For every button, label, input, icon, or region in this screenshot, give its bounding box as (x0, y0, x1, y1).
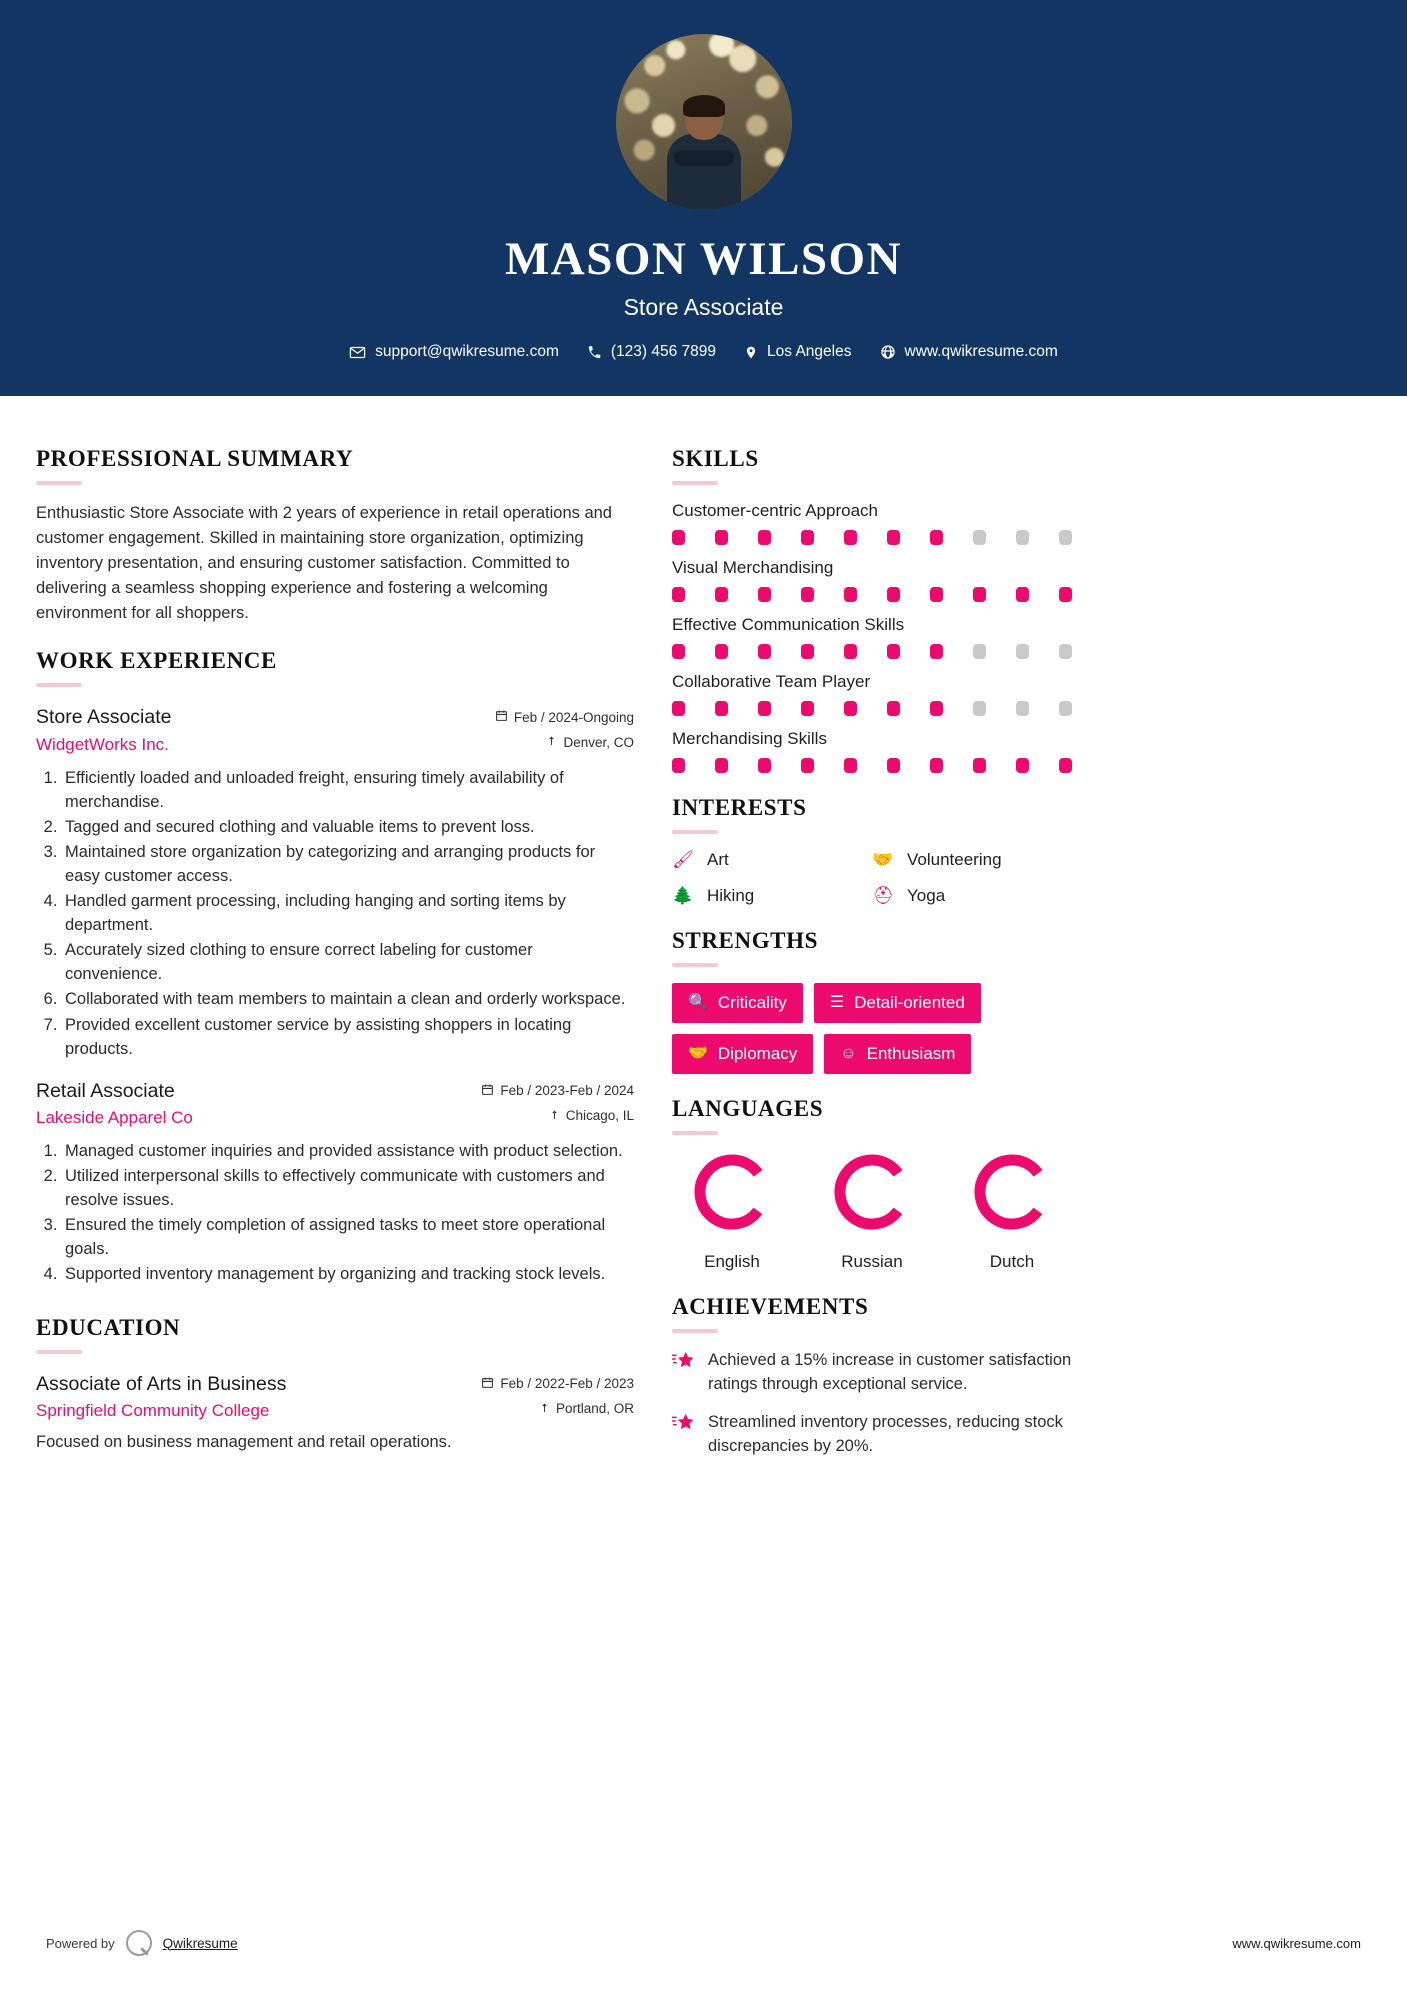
skill-dot-filled (844, 587, 857, 602)
job-bullet: 4. Handled garment processing, including hanging and sorting items by department. (62, 889, 634, 937)
section-title-languages: LANGUAGES (672, 1096, 824, 1121)
location-pin-icon (744, 344, 758, 361)
section-education (36, 1315, 634, 1455)
skill-dot-filled (715, 587, 728, 602)
tree-icon: 🌲 (672, 886, 694, 905)
left-column (36, 396, 634, 1473)
magnifier-icon: 🔍 (688, 994, 708, 1011)
page-footer (0, 1930, 1407, 1956)
interest-label: Hiking (707, 886, 755, 905)
education-meta (481, 1372, 634, 1417)
skill-dot-filled (844, 530, 857, 545)
envelope-icon (349, 344, 366, 361)
achievement-text: Achieved a 15% increase in customer satisfaction ratings through exceptional service. (708, 1351, 1072, 1393)
section-title-strengths: STRENGTHS (672, 928, 819, 953)
strength-badge[interactable] (672, 1034, 813, 1074)
pin-icon (539, 1401, 550, 1417)
skill-name: Effective Communication Skills (672, 615, 905, 634)
list-icon: ☰ (829, 994, 845, 1011)
language-item (672, 1151, 792, 1272)
skill-dot-empty (973, 701, 986, 716)
section-title-interests: INTERESTS (672, 795, 807, 820)
section-title-skills: SKILLS (672, 446, 759, 471)
skill-row (672, 729, 1072, 773)
language-progress-ring (831, 1151, 913, 1233)
job-title: Retail Associate (36, 1079, 175, 1102)
skill-dot-filled (887, 758, 900, 773)
candidate-role: Store Associate (623, 294, 784, 320)
strength-label: Enthusiasm (866, 1044, 956, 1063)
section-title-achievements: ACHIEVEMENTS (672, 1294, 869, 1319)
skill-dot-filled (1016, 758, 1029, 773)
skill-rating-dots (672, 530, 1072, 545)
language-label: English (704, 1252, 760, 1271)
skill-dot-filled (887, 530, 900, 545)
skill-dot-filled (801, 530, 814, 545)
language-label: Russian (841, 1252, 903, 1271)
skill-dot-filled (672, 644, 685, 659)
achievement-item (672, 1411, 1072, 1459)
shooting-star-icon (672, 1349, 694, 1378)
job-bullet: 3. Maintained store organization by categorizing and arranging products for easy customer access. (62, 840, 634, 888)
interest-label: Volunteering (907, 850, 1002, 869)
skill-dot-filled (1016, 587, 1029, 602)
section-work-experience (36, 648, 634, 1286)
skill-dot-filled (801, 758, 814, 773)
globe-icon (880, 344, 896, 360)
section-title-education: EDUCATION (36, 1314, 181, 1340)
section-rule (36, 1350, 82, 1354)
section-achievements (672, 1294, 1072, 1459)
education-location: Portland, OR (555, 1401, 634, 1417)
skill-dot-filled (844, 644, 857, 659)
footer-url[interactable]: www.qwikresume.com (1232, 1935, 1361, 1951)
education-date: Feb / 2022-Feb / 2023 (500, 1376, 634, 1392)
skill-dot-filled (1059, 587, 1072, 602)
skill-dot-empty (973, 644, 986, 659)
interest-label: Art (707, 850, 729, 869)
qwikresume-logo-icon (126, 1930, 152, 1956)
section-title-summary: PROFESSIONAL SUMMARY (36, 446, 354, 471)
skill-rating-dots (672, 587, 1072, 602)
resume-header (0, 0, 1407, 396)
skill-dot-filled (758, 701, 771, 716)
achievements-list (672, 1349, 1072, 1459)
interest-item (672, 850, 872, 870)
skill-dot-filled (801, 701, 814, 716)
language-label: Dutch (989, 1252, 1035, 1271)
avatar-hair (683, 95, 725, 117)
job-bullet: 1. Managed customer inquiries and provided assistance with product selection. (62, 1139, 634, 1163)
education-entry (36, 1372, 634, 1455)
skill-row (672, 501, 1072, 545)
job-date: Feb / 2024-Ongoing (513, 709, 634, 725)
job-bullet: 3. Ensured the timely completion of assigned tasks to meet store operational goals. (62, 1213, 634, 1261)
contact-bar (0, 343, 1407, 361)
skill-dot-empty (973, 530, 986, 545)
strength-badge[interactable] (672, 983, 803, 1023)
skill-dot-filled (1059, 758, 1072, 773)
smiley-icon: ☺ (840, 1045, 857, 1062)
skill-dot-filled (973, 587, 986, 602)
powered-by-label: Powered by (46, 1935, 115, 1951)
skill-dot-empty (1059, 701, 1072, 716)
degree-title: Associate of Arts in Business (36, 1372, 287, 1395)
job-bullet: 6. Collaborated with team members to maintain a clean and orderly workspace. (62, 987, 634, 1011)
skill-dot-empty (1059, 530, 1072, 545)
skill-dot-filled (930, 758, 943, 773)
section-rule (672, 1329, 718, 1333)
shooting-star-icon (672, 1411, 694, 1440)
pin-icon (549, 1108, 560, 1124)
skill-dot-empty (1059, 644, 1072, 659)
skill-row (672, 615, 1072, 659)
skill-dot-filled (715, 701, 728, 716)
contact-website-text: www.qwikresume.com (904, 343, 1058, 360)
section-languages (672, 1096, 1072, 1272)
section-rule (672, 1131, 718, 1135)
contact-location-text: Los Angeles (767, 343, 852, 360)
contact-location[interactable] (744, 343, 851, 361)
skill-rating-dots (672, 644, 1072, 659)
resume-body (0, 396, 1407, 1473)
strength-label: Criticality (717, 993, 787, 1012)
education-date-line (481, 1376, 634, 1392)
strength-badge[interactable] (814, 983, 981, 1023)
avatar (616, 34, 792, 210)
calendar-icon (481, 1083, 494, 1099)
skill-dot-empty (1016, 530, 1029, 545)
skill-name: Merchandising Skills (672, 729, 827, 748)
job-bullet: 4. Supported inventory management by organizing and tracking stock levels. (62, 1262, 634, 1286)
job-location: Chicago, IL (565, 1108, 634, 1124)
section-title-work: WORK EXPERIENCE (36, 648, 277, 674)
job-bullet: 5. Accurately sized clothing to ensure correct labeling for customer convenience. (62, 938, 634, 986)
job-bullet: 1. Efficiently loaded and unloaded freight, ensuring timely availability of merchandise. (62, 766, 634, 814)
skill-dot-empty (1016, 644, 1029, 659)
education-location-line (481, 1401, 634, 1417)
contact-website[interactable] (880, 343, 1058, 361)
job-bullet: 2. Utilized interpersonal skills to effectively communicate with customers and resolve issues. (62, 1164, 634, 1212)
section-rule (672, 963, 718, 967)
job-company: WidgetWorks Inc. (36, 734, 169, 754)
calendar-icon (495, 709, 508, 725)
skill-dot-filled (715, 530, 728, 545)
skill-name: Visual Merchandising (672, 558, 834, 577)
skill-dot-filled (844, 758, 857, 773)
skill-dot-filled (672, 701, 685, 716)
skill-dot-filled (930, 644, 943, 659)
skill-dot-filled (715, 644, 728, 659)
achievement-item (672, 1349, 1072, 1397)
education-description: Focused on business management and retail operations. (36, 1432, 452, 1451)
skill-dot-filled (887, 701, 900, 716)
work-entry (36, 705, 634, 1060)
calendar-icon (481, 1376, 494, 1392)
skill-dot-filled (758, 530, 771, 545)
summary-text: Enthusiastic Store Associate with 2 years of experience in retail operations and customer engagement. Skilled in maintaining store organization, optimizing inventory presentation, and ensuring customer satisfaction. Committed to delivering a seamless shopping experience and fostering a welcoming environment for all shoppers. (36, 504, 612, 623)
handshake-icon: 🤝 (688, 1045, 708, 1062)
job-date-line (495, 709, 634, 725)
interest-item (872, 886, 1072, 906)
section-professional-summary (36, 446, 634, 626)
skill-dot-filled (844, 701, 857, 716)
section-rule (36, 683, 82, 687)
job-location: Denver, CO (563, 734, 634, 750)
job-title: Store Associate (36, 706, 172, 729)
skill-dot-filled (758, 758, 771, 773)
skill-dot-filled (672, 587, 685, 602)
powered-by-block[interactable] (46, 1930, 238, 1956)
phone-icon (587, 345, 602, 360)
avatar-body (667, 134, 741, 210)
interest-item (672, 886, 872, 906)
work-entry (36, 1079, 634, 1287)
skill-rating-dots (672, 758, 1072, 773)
skill-rating-dots (672, 701, 1072, 716)
right-column (672, 396, 1072, 1473)
pin-icon (546, 734, 557, 750)
skill-dot-empty (1016, 701, 1029, 716)
job-bullets (36, 766, 634, 1061)
skill-name: Collaborative Team Player (672, 672, 871, 691)
avatar-person (667, 98, 741, 210)
skill-dot-filled (887, 587, 900, 602)
job-meta (495, 705, 634, 750)
job-date-line (481, 1083, 634, 1099)
skill-dot-filled (973, 758, 986, 773)
skill-dot-filled (715, 758, 728, 773)
language-item (952, 1151, 1072, 1272)
school-name: Springfield Community College (36, 1400, 270, 1420)
job-bullets (36, 1139, 634, 1286)
language-item (812, 1151, 932, 1272)
skill-dot-filled (758, 644, 771, 659)
contact-email-text: support@qwikresume.com (375, 343, 559, 360)
skill-dot-filled (930, 701, 943, 716)
paintbrush-icon: 🖌 (672, 850, 694, 869)
language-progress-ring (691, 1151, 773, 1233)
skill-dot-filled (801, 587, 814, 602)
strength-label: Diplomacy (717, 1044, 798, 1063)
achievement-text: Streamlined inventory processes, reducing stock discrepancies by 20%. (708, 1412, 1063, 1455)
contact-phone[interactable] (587, 343, 716, 361)
job-bullet: 2. Tagged and secured clothing and valuable items to prevent loss. (62, 815, 634, 839)
skill-row (672, 672, 1072, 716)
job-location-line (481, 1108, 634, 1124)
candidate-name: MASON WILSON (504, 233, 903, 285)
job-date: Feb / 2023-Feb / 2024 (500, 1083, 634, 1099)
interest-item (872, 850, 1072, 870)
lifebuoy-icon: ⛑ (872, 886, 894, 905)
strength-label: Detail-oriented (854, 993, 965, 1012)
language-progress-ring (971, 1151, 1053, 1233)
section-rule (672, 481, 718, 485)
job-meta (481, 1079, 634, 1124)
skill-dot-filled (887, 644, 900, 659)
section-skills (672, 446, 1072, 773)
interests-list (672, 850, 1072, 906)
skill-name: Customer-centric Approach (672, 501, 878, 520)
contact-phone-text: (123) 456 7899 (610, 343, 717, 360)
section-rule (36, 481, 82, 485)
avatar-arms (674, 150, 734, 166)
section-rule (672, 830, 718, 834)
skill-dot-filled (672, 530, 685, 545)
skills-list (672, 501, 1072, 773)
contact-email[interactable] (349, 343, 559, 361)
job-bullet: 7. Provided excellent customer service by assisting shoppers in locating products. (62, 1013, 634, 1061)
qwikresume-brand-link[interactable]: Qwikresume (162, 1935, 238, 1951)
strength-badge[interactable] (824, 1034, 971, 1074)
skill-dot-filled (672, 758, 685, 773)
languages-list (672, 1151, 1072, 1272)
job-company: Lakeside Apparel Co (36, 1108, 193, 1128)
strengths-list (672, 983, 1072, 1074)
section-interests (672, 795, 1072, 906)
skill-dot-filled (930, 530, 943, 545)
skill-dot-filled (801, 644, 814, 659)
skill-dot-filled (758, 587, 771, 602)
skill-row (672, 558, 1072, 602)
skill-dot-filled (930, 587, 943, 602)
job-location-line (495, 734, 634, 750)
handshake-icon: 🤝 (872, 850, 894, 869)
interest-label: Yoga (907, 886, 946, 905)
section-strengths (672, 928, 1072, 1074)
